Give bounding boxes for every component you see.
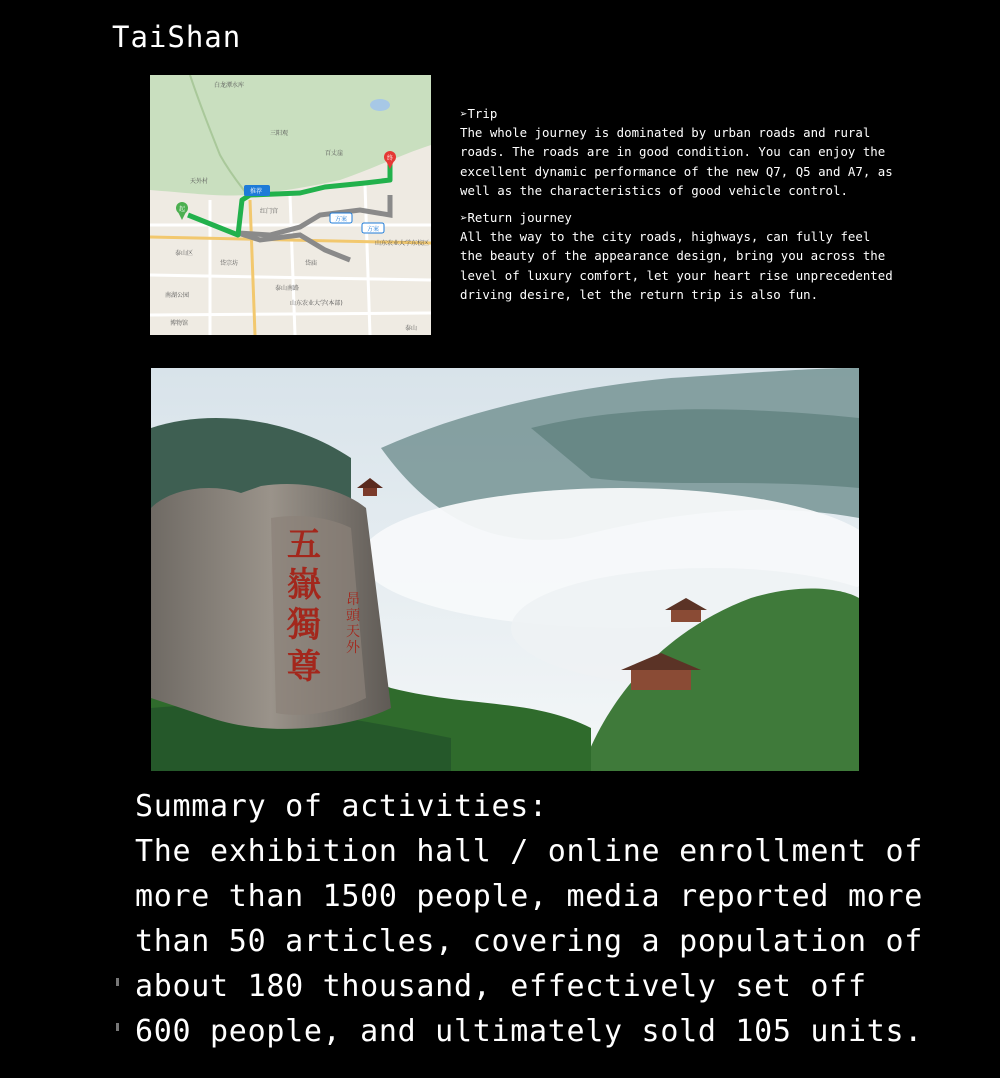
svg-text:推荐: 推荐: [250, 188, 263, 195]
svg-text:起: 起: [179, 206, 186, 213]
trip-heading: ➢Trip: [460, 106, 498, 121]
map-label: 山东农业大学东校区: [375, 240, 430, 247]
map-label: 三阳观: [270, 130, 289, 137]
margin-mark: [116, 1023, 119, 1031]
map-label: 泰山: [405, 325, 418, 332]
taishan-photo-graphic: [151, 368, 859, 771]
map-label: 山东农业大学(本部): [290, 300, 343, 307]
reservoir: [370, 99, 390, 111]
end-marker: [384, 151, 396, 169]
inscription-char-small: 外: [346, 640, 360, 656]
plan3-tag: [362, 223, 384, 233]
svg-text:方案: 方案: [335, 216, 348, 223]
summary-heading: Summary of activities:: [135, 789, 548, 824]
inscription-char-small: 昂: [346, 592, 360, 608]
map-label: 博物馆: [170, 320, 189, 327]
margin-mark: [116, 978, 119, 986]
inscription-char: 嶽: [287, 565, 321, 605]
summary-line: about 180 thousand, effectively set off: [135, 969, 867, 1004]
route-map: [150, 75, 431, 335]
summary-line: more than 1500 people, media reported more: [135, 879, 923, 914]
taishan-photo: [151, 368, 859, 771]
activity-summary: [135, 784, 965, 1054]
map-label: 泰山南路: [275, 285, 300, 292]
svg-text:方案: 方案: [367, 226, 380, 233]
recommended-tag: [244, 185, 270, 196]
trip-info: [460, 104, 900, 312]
page-title: TaiShan: [112, 20, 242, 54]
inscription-char: 五: [287, 525, 321, 565]
return-text: All the way to the city roads, highways, can fully feel the beauty of the appearance design, bring you across the level of luxury comfort, let your heart rise unprecedented driving desire, let the return trip is also fun.: [460, 229, 893, 302]
inscription-char-small: 頭: [346, 608, 360, 624]
svg-text:终: 终: [387, 155, 394, 162]
summary-line: The exhibition hall / online enrollment of: [135, 834, 923, 869]
trip-text: The whole journey is dominated by urban roads and rural roads. The roads are in good condition. You can enjoy the excellent dynamic performance of the new Q7, Q5 and A7, as well as the characteristics of good vehicle control.: [460, 125, 893, 198]
plan2-tag: [330, 213, 352, 223]
map-label: 泰山区: [175, 250, 194, 257]
summary-line: 600 people, and ultimately sold 105 units.: [135, 1014, 923, 1049]
map-label: 红门宫: [260, 208, 279, 215]
inscription-char: 獨: [287, 605, 321, 645]
map-label: 岱庙: [305, 260, 318, 267]
inscription-char: 尊: [287, 647, 321, 687]
summary-line: than 50 articles, covering a population of: [135, 924, 923, 959]
route-map-graphic: [150, 75, 431, 335]
inscription-char-small: 天: [346, 624, 360, 640]
map-label: 百丈崖: [325, 150, 344, 157]
map-label: 南湖公园: [165, 292, 190, 299]
map-label: 岱宗坊: [220, 260, 239, 267]
map-label: 天外村: [190, 178, 209, 185]
return-heading: ➢Return journey: [460, 210, 572, 226]
map-label: 白龙潭水库: [214, 82, 245, 89]
